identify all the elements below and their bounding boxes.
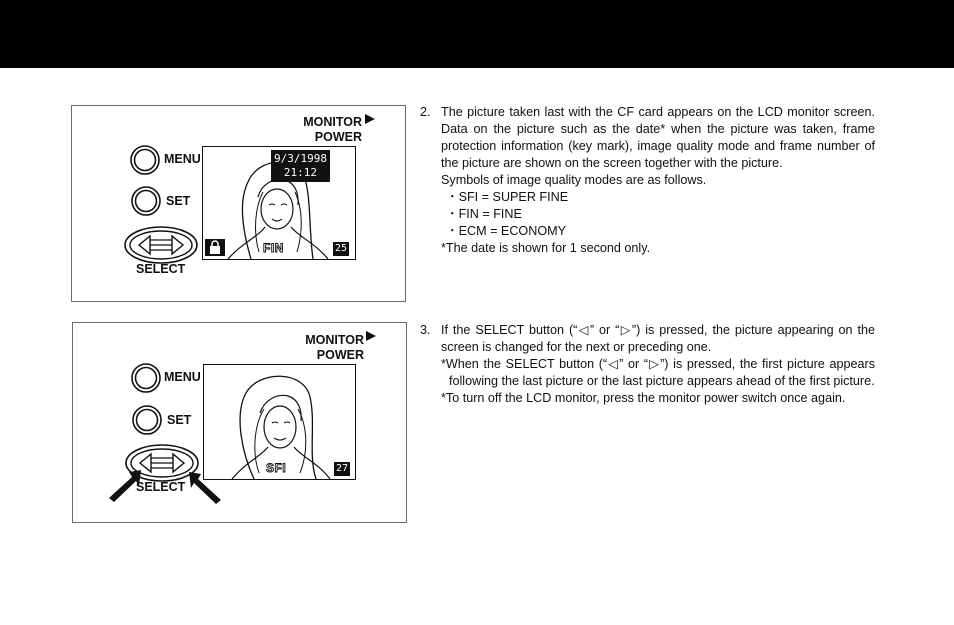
press-arrow-left-icon [107, 468, 145, 504]
menu-button-icon [130, 362, 162, 394]
set-button-icon [130, 185, 162, 217]
select-label: SELECT [136, 480, 186, 494]
power-off-note: *To turn off the LCD monitor, press the monitor power switch once again. [441, 391, 846, 405]
step-2-paragraph: The picture taken last with the CF card appears on the LCD monitor screen. Data on the picture such as the date* when the picture was taken, frame protection information (key mark), image quality mode and frame number of the picture are shown on the screen together with the picture. [441, 105, 875, 170]
select-label: SELECT [136, 262, 186, 276]
select-button-icon [122, 224, 200, 266]
monitor-power-label: MONITOR POWER [305, 333, 364, 362]
symbols-intro: Symbols of image quality modes are as follows. [441, 173, 707, 187]
protection-key-icon [205, 239, 225, 256]
frame-number: 25 [335, 243, 348, 254]
quality-mode: SFI [266, 461, 287, 475]
monitor-power-label: MONITOR POWER [303, 115, 362, 144]
header-bar [0, 0, 954, 68]
set-label: SET [167, 413, 192, 427]
frame-number: 27 [336, 463, 349, 474]
step-3-paragraph: If the SELECT button (“◁” or “▷”) is pressed, the picture appearing on the screen is changed for the next or preceding one. [441, 323, 875, 354]
select-note: *When the SELECT button (“◁” or “▷”) is pressed, the first picture appears following the last picture or the last picture appears ahead of the first picture. [441, 357, 875, 388]
date-note: *The date is shown for 1 second only. [441, 241, 651, 255]
quality-mode: FIN [263, 241, 284, 255]
triangle-arrow-icon [364, 113, 376, 125]
menu-label: MENU [164, 370, 201, 384]
set-button-icon [131, 404, 163, 436]
list-item: ・ECM = ECONOMY [446, 224, 567, 238]
date-display: 9/3/1998 21:12 [271, 150, 330, 182]
triangle-arrow-icon [365, 330, 377, 342]
list-item: ・SFI = SUPER FINE [446, 190, 569, 204]
step-number: 2. [420, 105, 431, 119]
list-item: ・FIN = FINE [446, 207, 522, 221]
menu-label: MENU [164, 152, 201, 166]
camera-illustration-2 [72, 322, 407, 523]
step-3 [420, 322, 875, 407]
lcd-screen [202, 146, 356, 260]
lcd-screen [203, 364, 356, 480]
step-2 [420, 104, 875, 257]
camera-illustration-1 [71, 105, 406, 302]
set-label: SET [166, 194, 191, 208]
menu-button-icon [129, 144, 161, 176]
step-number: 3. [420, 323, 431, 337]
